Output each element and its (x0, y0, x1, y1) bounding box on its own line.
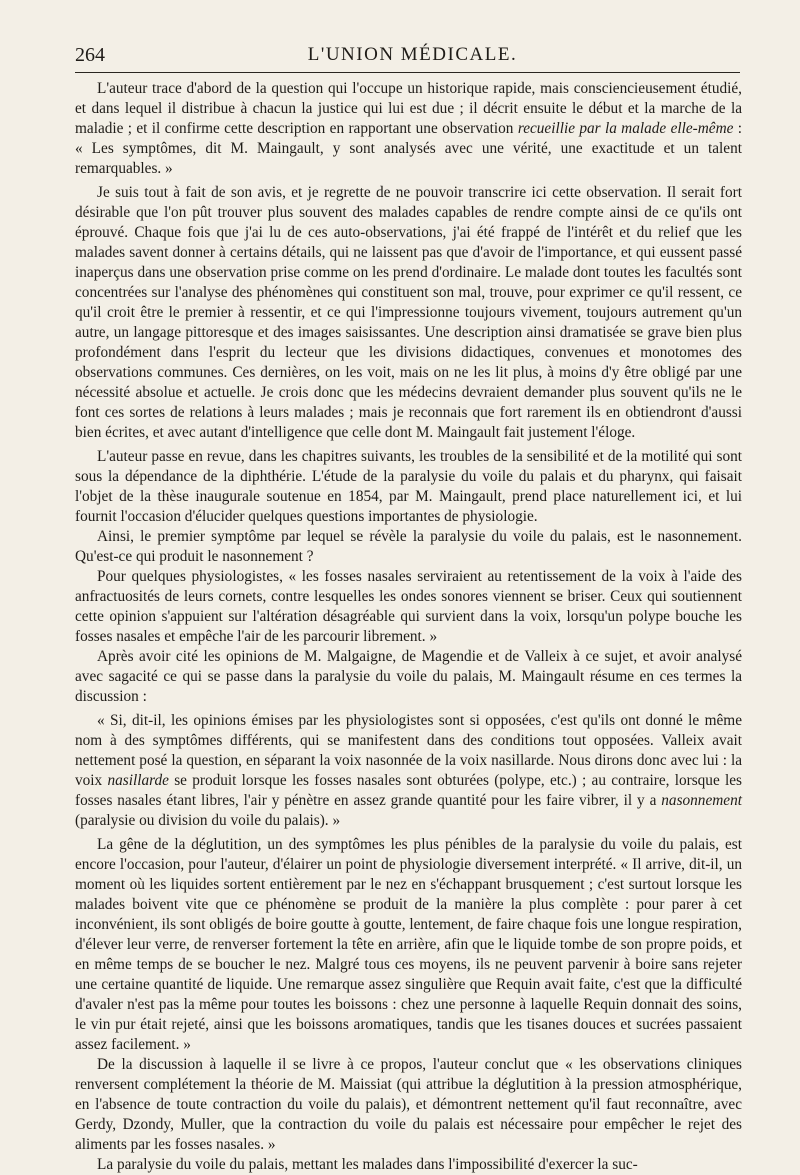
paragraph: L'auteur trace d'abord de la question qui l'occupe un historique rapide, mais consciencieusement étudié, et dans lequel il distribue à chacun la justice qui lui est due ; il décrit ensuite le début et la marche de la maladie ; et il confirme cette description en rapportant une observation recueillie par la malade elle-même : « Les symptômes, dit M. Maingault, y sont analysés avec une vérité, une exactitude et un talent remarquables. » (75, 80, 743, 177)
header-rule (75, 72, 740, 73)
page-number: 264 (75, 44, 105, 66)
paragraph: « Si, dit-il, les opinions émises par les physiologistes sont si opposées, c'est qu'ils ont donné le même nom à des symptômes différents, qui se manifestent dans des conditions tout opposées. Valleix avait nettement posé la question, en séparant la voix nasonnée de la voix nasillarde. Nous dirons donc avec lui : la voix nasillarde se produit lorsque les fosses nasales sont obturées (polype, etc.) ; au contraire, lorsque les fosses nasales étant libres, l'air y pénètre en assez grande quantité pour les faire vibrer, il y a nasonnement (paralysie ou division du voile du palais). » (75, 712, 742, 829)
paragraph: Ainsi, le premier symptôme par lequel se révèle la paralysie du voile du palais, est le nasonnement. Qu'est-ce qui produit le nasonnement ? (75, 528, 742, 565)
paragraph: De la discussion à laquelle il se livre à ce propos, l'auteur conclut que « les observations cliniques renversent complétement la théorie de M. Maissiat (qui attribue la déglutition à la pression atmosphérique, en l'absence de toute contraction du voile du palais), et démontrent nettement qu'il faut reconnaître, avec Gerdy, Dzondy, Muller, que la contraction du voile du palais est nécessaire pour empêcher le rejet des aliments par les fosses nasales. » (75, 1056, 742, 1153)
emphasis: nasonnement (661, 792, 742, 809)
paragraph: La paralysie du voile du palais, mettant les malades dans l'impossibilité d'exercer la suc- (97, 1156, 638, 1173)
paragraph: Pour quelques physiologistes, « les fosses nasales serviraient au retentissement de la voix à l'aide des anfractuosités de leurs cornets, contre lesquelles les ondes sonores viennent se briser. Ceux qui soutiennent cette opinion s'appuient sur l'altération désagréable qui survient dans la voix, lorsqu'un polype bouche les fosses nasales et empêche l'air de les parcourir librement. » (75, 568, 742, 645)
article-body (75, 79, 742, 1175)
journal-title: L'UNION MÉDICALE. (307, 44, 518, 65)
running-header (75, 42, 750, 68)
paragraph: La gêne de la déglutition, un des symptômes les plus pénibles de la paralysie du voile du palais, est encore l'occasion, pour l'auteur, d'élairer un point de physiologie diversement interprété. « Il arrive, dit-il, un moment où les liquides sortent entièrement par le nez en s'échappant brusquement ; c'est surtout lorsque les malades boivent vite que ce phénomène se produit de la manière la plus complète : pour parer à cet inconvénient, ils sont obligés de boire goutte à goutte, lentement, de faire chaque fois une longue respiration, d'élever leur verre, de renverser fortement la tête en arrière, afin que le liquide tombe de son propre poids, et en même temps de se boucher le nez. Malgré tous ces moyens, ils ne peuvent parvenir à boire sans rejeter une certaine quantité de liquide. Une remarque assez singulière que Requin avait faite, c'est que la difficulté d'avaler n'est pas la même pour toutes les boissons : chez une personne à laquelle Requin donnait des soins, le vin pur était rejeté, ainsi que les boissons aromatiques, tandis que les tisanes douces et sucrées passaient assez facilement. » (75, 836, 742, 1053)
paragraph: Après avoir cité les opinions de M. Malgaigne, de Magendie et de Valleix à ce sujet, et avoir analysé avec sagacité ce qui se passe dans la paralysie du voile du palais, M. Maingault résume en ces termes la discussion : (75, 648, 742, 705)
paragraph: Je suis tout à fait de son avis, et je regrette de ne pouvoir transcrire ici cette observation. Il serait fort désirable que l'on pût trouver plus souvent des malades capables de rendre compte ainsi de ce qu'ils ont éprouvé. Chaque fois que j'ai lu de ces auto-observations, j'ai été frappé de l'intérêt et du relief que les malades savent donner à certains détails, qui ne laissent pas que d'avoir de l'importance, et qui eussent passé inaperçus dans une observation prise comme on les prend d'ordinaire. Le malade dont toutes les facultés sont concentrées sur l'analyse des phénomènes qui constituent son mal, trouve, pour exprimer ce qu'il ressent, ce qu'il croit être le premier à ressentir, et ce qui l'impressionne toujours vivement, toujours autrement qu'un autre, un langage pittoresque et des images saisissantes. Une description ainsi dramatisée se grave bien plus profondément dans l'esprit du lecteur que les divisions didactiques, convenues et monotomes des observations communes. Ces dernières, on les voit, mais on ne les lit plus, à moins d'y être obligé par une nécessité absolue et actuelle. Je crois donc que les médecins devraient demander plus souvent qu'ils ne le font ces sortes de relations à leurs malades ; mais je reconnais que fort rarement ils en obtiendront d'aussi bien écrites, et avec autant d'intelligence que celle dont M. Maingault fait justement l'éloge. (75, 184, 742, 441)
emphasis: recueillie par la malade elle-même (517, 120, 734, 137)
emphasis: nasillarde (107, 772, 169, 789)
paragraph: L'auteur passe en revue, dans les chapitres suivants, les troubles de la sensibilité et de la motilité qui sont sous la dépendance de la diphthérie. L'étude de la paralysie du voile du palais et du pharynx, qui faisait l'objet de la thèse inaugurale soutenue en 1854, par M. Maingault, prend place naturellement ici, et lui fournit l'occasion d'élucider quelques questions importantes de physiologie. (75, 448, 742, 525)
